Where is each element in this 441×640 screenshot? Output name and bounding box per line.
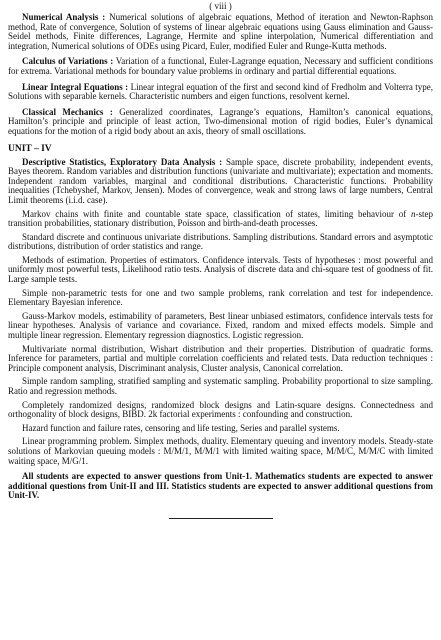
- sampling-paragraph: Simple random sampling, stratified sampling and systematic sampling. Probability proportional to size sampling. Ratio and regression methods.: [8, 376, 433, 396]
- section-body: Linear integral equation of the first and second kind of Fredholm and Volterra type, Solutions with separable kernels. Characteristic numbers and eigen functions, resolvent kernel.: [8, 81, 433, 102]
- estimation-paragraph: Methods of estimation. Properties of estimators. Confidence intervals. Tests of hypotheses : most powerful and uniformly most powerful tests, Likelihood ratio tests. Analysis of discrete data and chi-square test of goodness of fit. Large sample tests.: [8, 254, 433, 285]
- linear-programming-paragraph: Linear programming problem. Simplex methods, duality. Elementary queuing and inventory models. Steady-state solutions of Markovian queuing models : M/M/1, M/M/1 with limited waiting space, M/M/C, M/M/C with limited waiting space, M/G/1.: [8, 436, 433, 466]
- hazard-function-paragraph: Hazard function and failure rates, censoring and life testing, Series and parallel systems.: [22, 422, 340, 433]
- page-number: ( viii ): [209, 1, 232, 11]
- section-body: Sample space, discrete probability, independent events, Bayes theorem. Random variables and distribution functions (univariate and multivariate); expectation and moments. Independent random variables, marginal and conditional distributions. Characteristic functions. Probability inequalities (Tchebyshef, Markov, Jensen). Modes of convergence, weak and strong laws of large numbers, Central Limit theorems (i.i.d. case).: [8, 156, 433, 205]
- section-title: Calculus of Variations :: [22, 56, 114, 67]
- section-title: Descriptive Statistics, Exploratory Data Analysis :: [22, 156, 223, 167]
- variable-n: n: [411, 208, 416, 219]
- calculus-of-variations-paragraph: [8, 57, 433, 76]
- non-parametric-paragraph: Simple non-parametric tests for one and two sample problems, rank correlation and test for independence. Elementary Bayesian inference.: [8, 287, 433, 308]
- section-title: Numerical Analysis :: [22, 12, 106, 22]
- numerical-analysis-paragraph: [8, 13, 433, 51]
- paragraph-text: Markov chains with finite and countable state space, classification of states, limiting behaviour of: [22, 208, 411, 219]
- unit-heading: UNIT – IV: [8, 143, 52, 154]
- section-body: Numerical solutions of algebraic equations, Method of iteration and Newton-Raphson method, Rate of convergence, Solution of systems of linear algebraic equations using Gauss elimination and Gauss-Seidel methods, Finite differences, Lagrange, Hermite and spline interpolation, Numerical differentiation and integration, Numerical solutions of ODEs using Picard, Euler, modified Euler and Runge-Kutta methods.: [8, 12, 433, 51]
- descriptive-statistics-paragraph: [8, 158, 433, 206]
- multivariate-paragraph: Multivariate normal distribution, Wishart distribution and their properties. Distribution of quadratic forms. Inference for parameters, partial and multiple correlation coefficients and related tests. Data reduction techniques : Principle component analysis, Discriminant analysis, Cluster analysis, Canonical correlation.: [8, 343, 433, 373]
- linear-integral-equations-paragraph: [8, 83, 433, 102]
- markov-chains-paragraph: [8, 210, 433, 229]
- gauss-markov-paragraph: Gauss-Markov models, estimability of parameters, Best linear unbiased estimators, confidence intervals tests for linear hypotheses. Analysis of variance and covariance. Fixed, random and mixed effects models. Simple and multiple linear regression. Elementary regression diagnostics. Logistic regression.: [8, 310, 433, 341]
- end-rule: [169, 518, 273, 519]
- section-body: Generalized coordinates, Lagrange’s equations, Hamilton’s canonical equations, Hamilton’s principle and principle of least action, Two-dimensional motion of rigid bodies, Euler’s dynamical equations for the motion of a rigid body about an axis, theory of small oscillations.: [8, 106, 433, 136]
- instructions-note: All students are expected to answer questions from Unit-1. Mathematics students are expected to answer additional questions from Unit-II and III. Statistics students are expected to answer additional questions from Unit-IV.: [8, 471, 433, 501]
- distributions-paragraph: Standard discrete and continuous univariate distributions. Sampling distributions. Standard errors and asymptotic distributions, distribution of order statistics and range.: [8, 231, 433, 252]
- paragraph-text: -step transition probabilities, stationary distribution, Poisson and birth-and-death processes.: [8, 208, 433, 229]
- section-title: Classical Mechanics :: [22, 106, 113, 117]
- section-title: Linear Integral Equations :: [22, 81, 129, 92]
- designs-paragraph: Completely randomized designs, randomized block designs and Latin-square designs. Connectedness and orthogonality of block designs, BIBD. 2k factorial experiments : confounding and construction.: [8, 399, 433, 420]
- section-body: Variation of a functional, Euler-Lagrange equation, Necessary and sufficient conditions for extrema. Variational methods for boundary value problems in ordinary and partial differential equations.: [8, 56, 434, 76]
- classical-mechanics-paragraph: [8, 108, 433, 137]
